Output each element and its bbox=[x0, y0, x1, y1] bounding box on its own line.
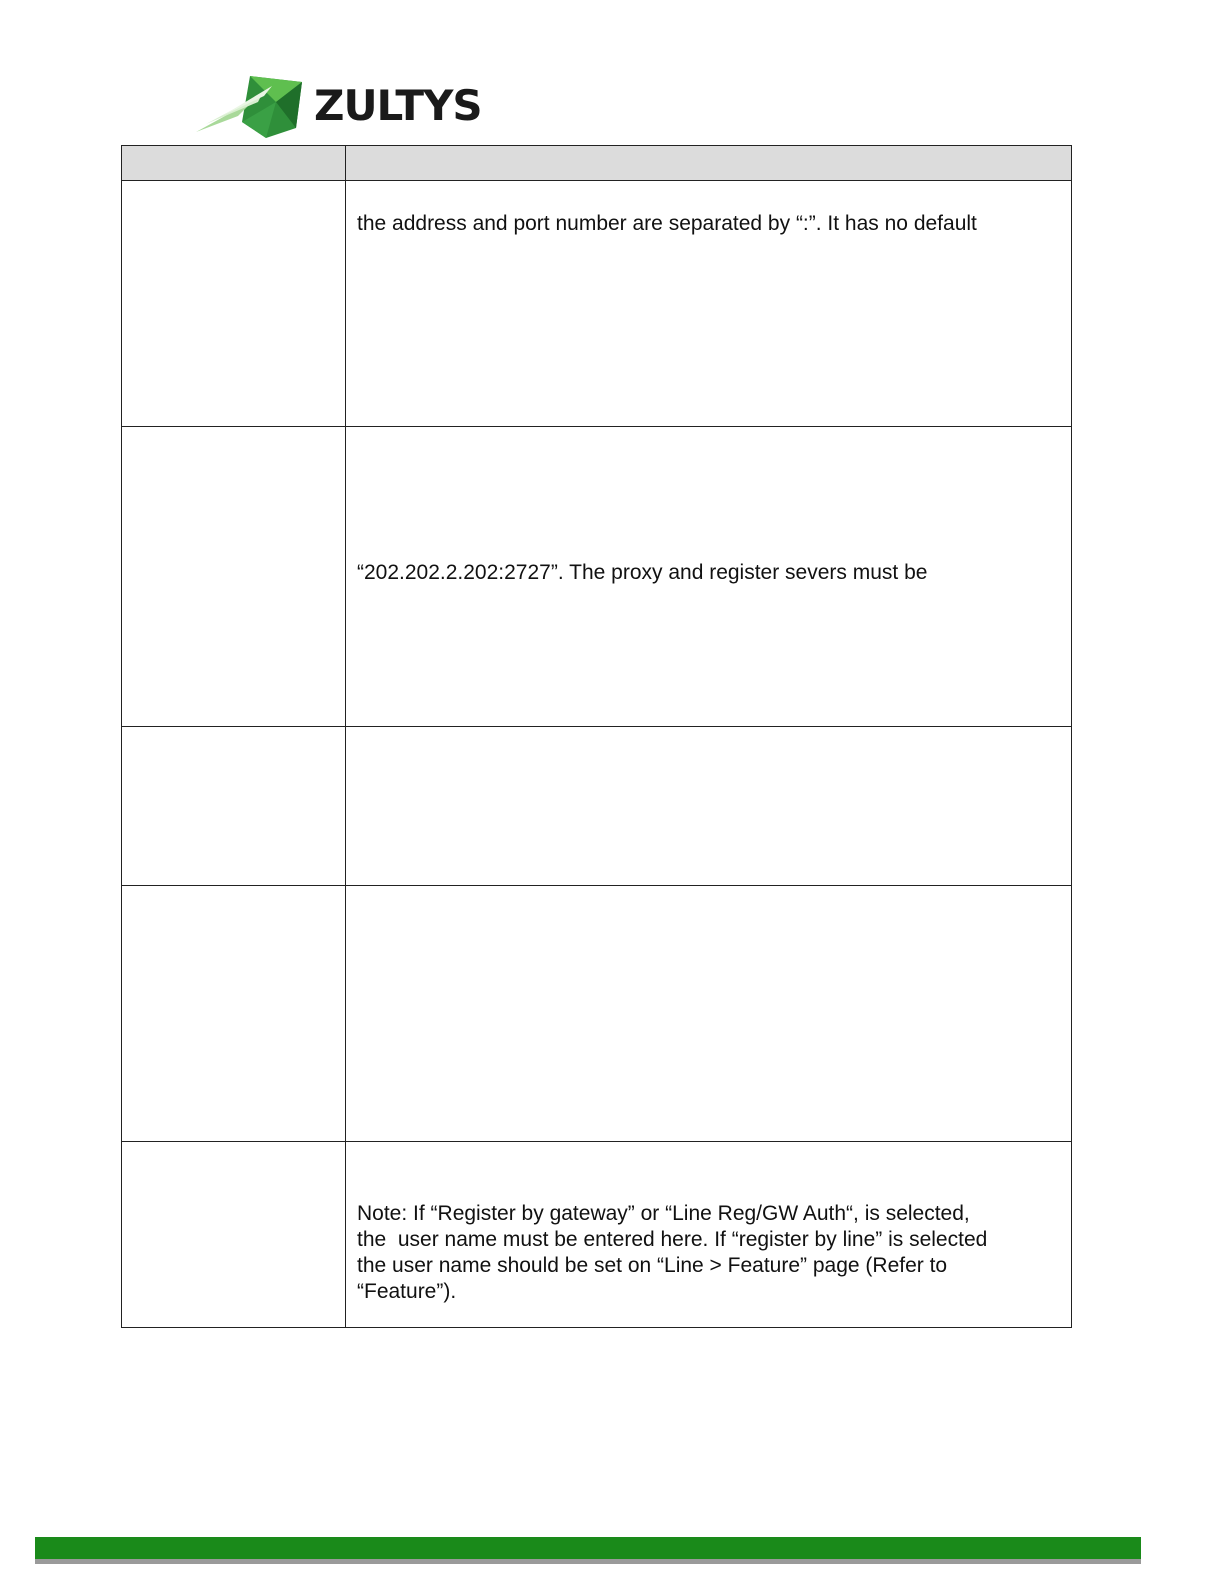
param-name-cell bbox=[122, 427, 346, 727]
footer-bar bbox=[35, 1537, 1141, 1564]
param-description-cell bbox=[346, 1142, 1072, 1328]
table-header-row bbox=[122, 146, 1072, 181]
param-name-cell bbox=[122, 181, 346, 427]
table-header-name bbox=[122, 146, 346, 181]
note-line: Note: If “Register by gateway” or “Line Reg/GW Auth“, is selected, bbox=[357, 1202, 970, 1225]
param-name-cell bbox=[122, 1142, 346, 1328]
logo-wordmark: ZULTYS bbox=[314, 81, 482, 130]
table-row bbox=[122, 427, 1072, 727]
table-row bbox=[122, 1142, 1072, 1328]
param-name-cell bbox=[122, 727, 346, 886]
param-name-cell bbox=[122, 886, 346, 1142]
param-description-cell bbox=[346, 181, 1072, 427]
table-row bbox=[122, 886, 1072, 1142]
note-text bbox=[346, 1142, 1071, 1305]
table-row bbox=[122, 727, 1072, 886]
table-row bbox=[122, 181, 1072, 427]
description-text: the address and port number are separated by “:”. It has no default bbox=[357, 212, 977, 235]
parameter-table bbox=[121, 145, 1072, 1328]
note-line: the user name must be entered here. If “register by line” is selected bbox=[357, 1228, 988, 1251]
table-header-description bbox=[346, 146, 1072, 181]
zultys-logo bbox=[192, 72, 522, 144]
description-text: “202.202.2.202:2727”. The proxy and register severs must be bbox=[357, 561, 928, 584]
zultys-logo-icon bbox=[192, 72, 314, 144]
param-description-cell bbox=[346, 427, 1072, 727]
param-description-cell bbox=[346, 727, 1072, 886]
param-description-cell bbox=[346, 886, 1072, 1142]
note-line: the user name should be set on “Line > Feature” page (Refer to bbox=[357, 1254, 948, 1277]
note-line: “Feature”). bbox=[357, 1280, 457, 1303]
